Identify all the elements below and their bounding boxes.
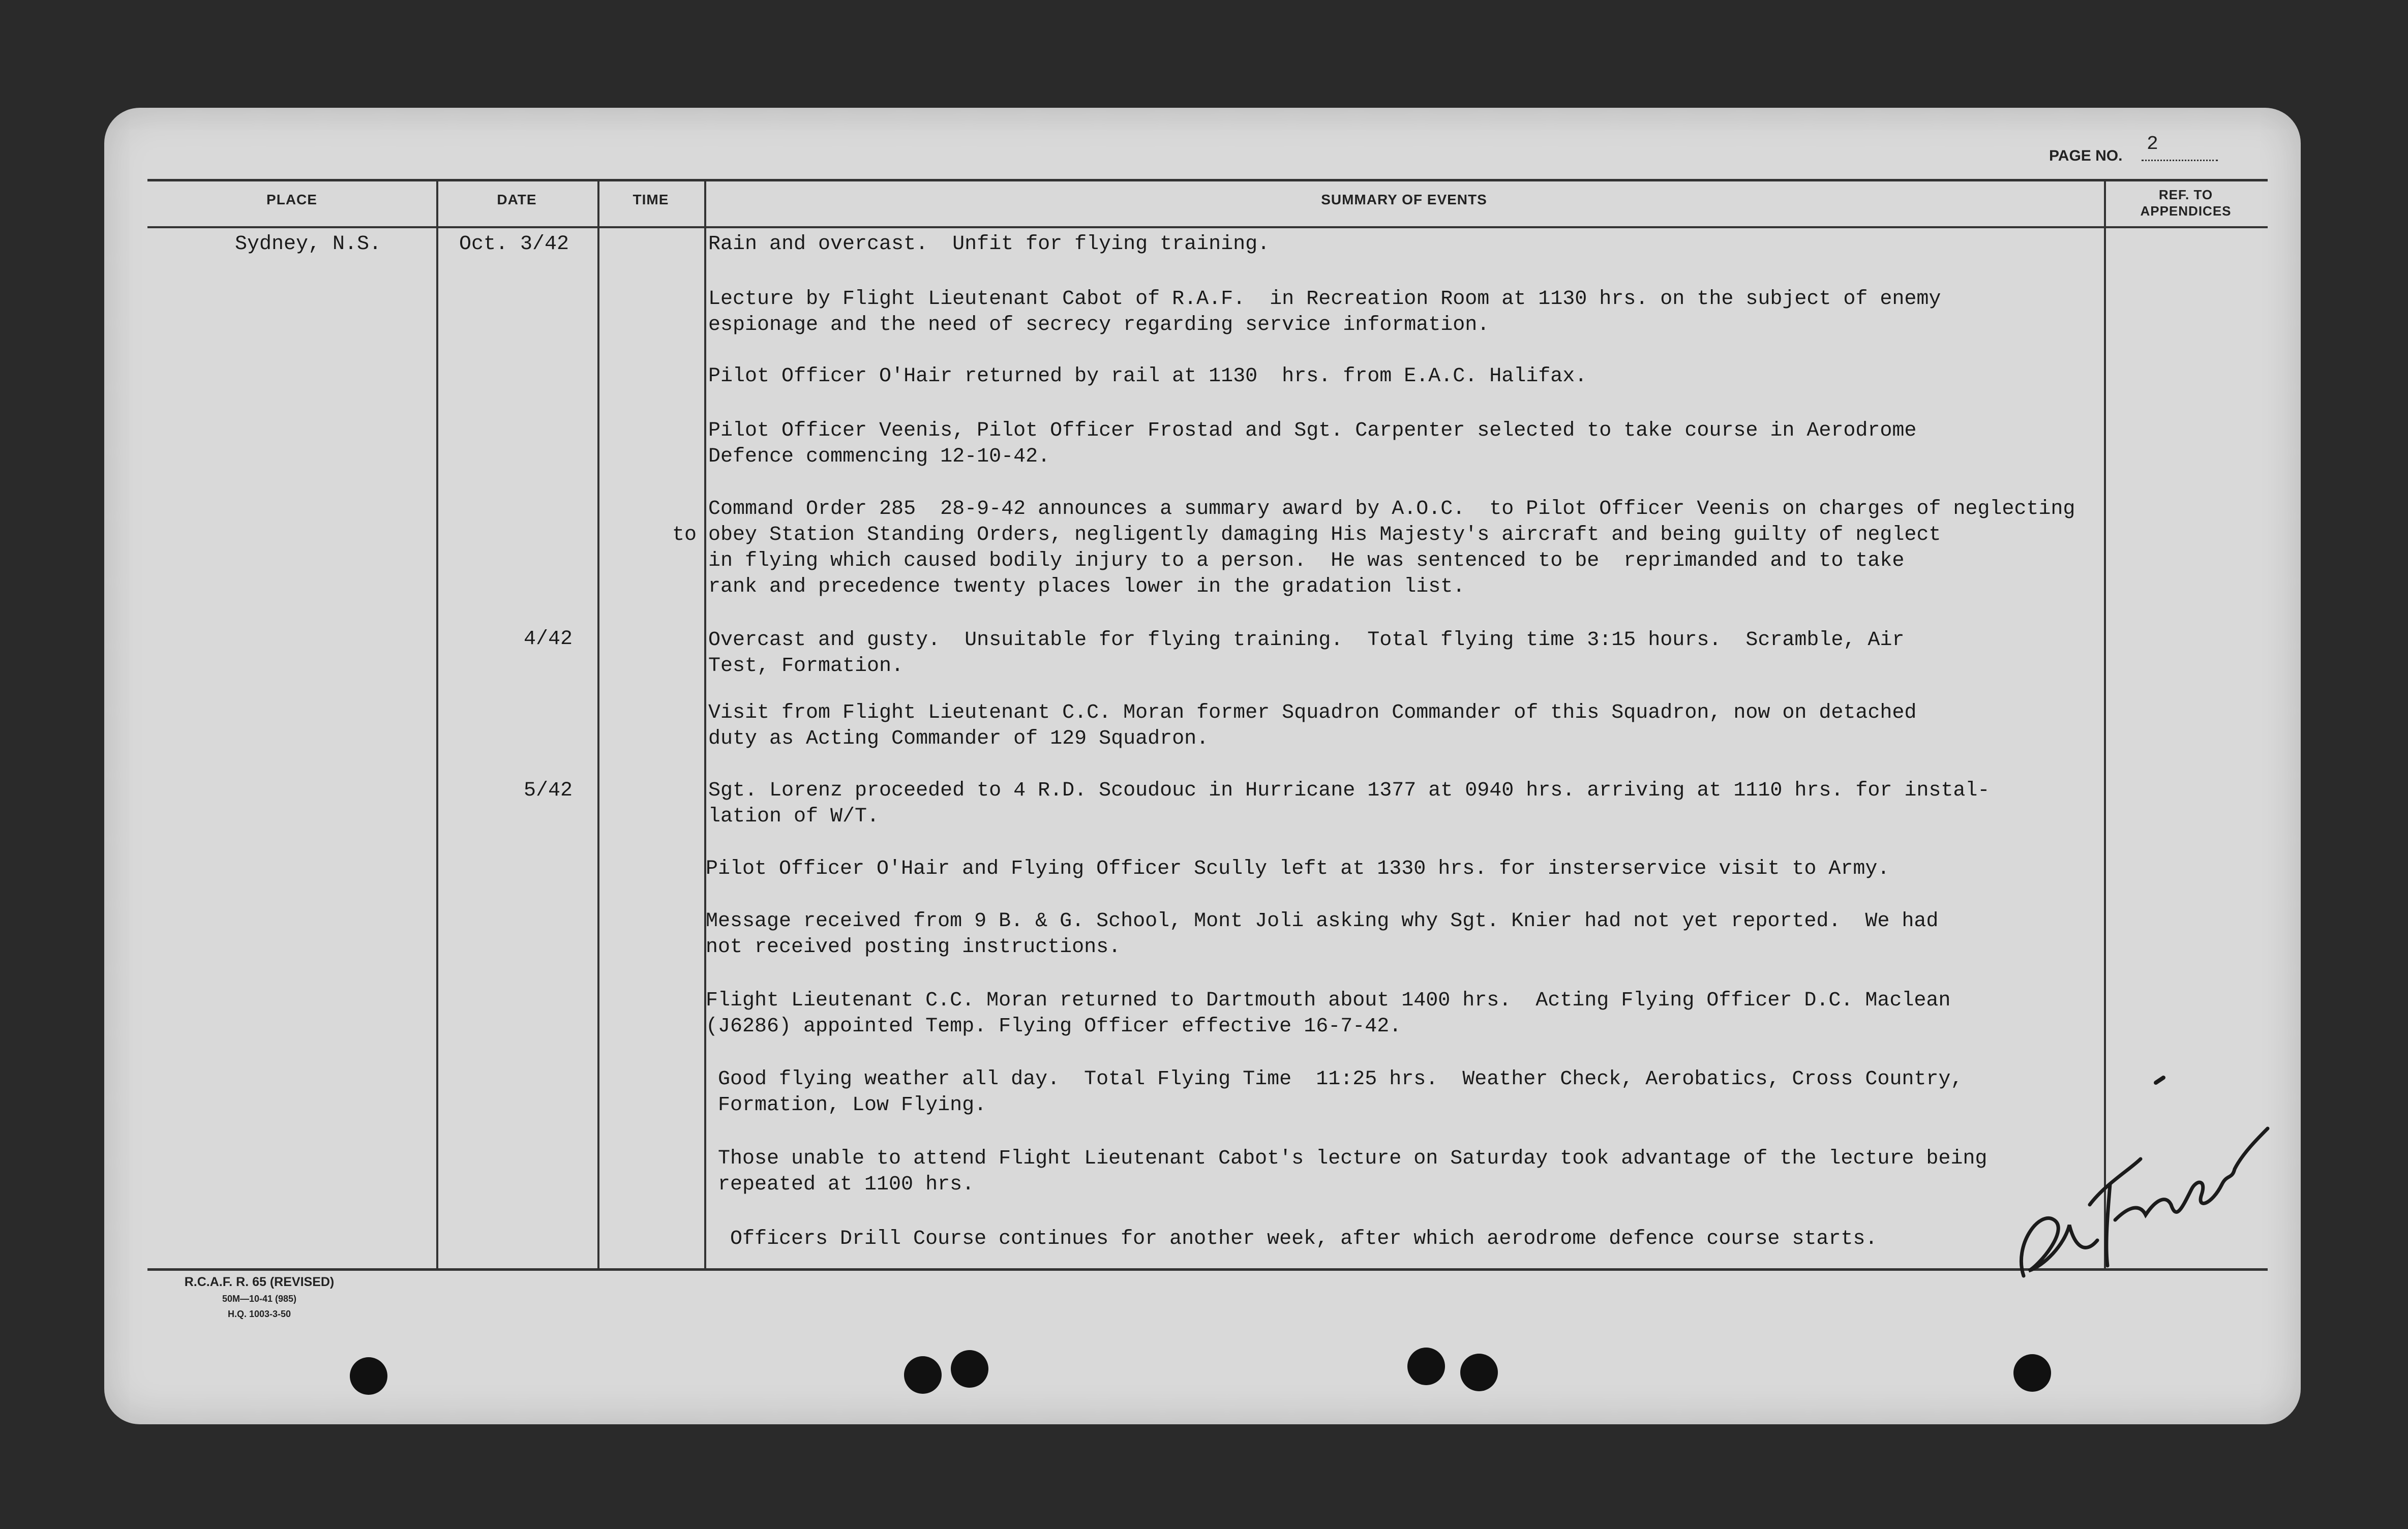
entry-7: Visit from Flight Lieutenant C.C. Moran former Squadron Commander of this Squadron, now on detached duty as Acting Commander of 129 Squadron. (708, 701, 1917, 750)
binder-hole (350, 1357, 387, 1395)
entry-1: Rain and overcast. Unfit for flying training. (708, 233, 1270, 256)
entry-2: Lecture by Flight Lieutenant Cabot of R.A.F. in Recreation Room at 1130 hrs. on the subject of enemy espionage and the need of secrecy regarding service information. (708, 288, 1941, 337)
entry-8: Sgt. Lorenz proceeded to 4 R.D. Scoudouc in Hurricane 1377 at 0940 hrs. arriving at 1110 hrs. for instal- lation of W/T. (708, 779, 1990, 828)
binder-hole (1407, 1348, 1445, 1385)
place-value: Sydney, N.S. (235, 233, 382, 256)
header-summary: SUMMARY OF EVENTS (1321, 192, 1487, 207)
page-number: 2 (2147, 133, 2158, 155)
binder-hole (904, 1356, 942, 1394)
column-divider-time (704, 179, 706, 1269)
top-rule (147, 179, 2268, 181)
entry-9: Pilot Officer O'Hair and Flying Officer Scully left at 1330 hrs. for insterservice visit to Army. (706, 858, 1890, 880)
entry-13: Those unable to attend Flight Lieutenant Cabot's lecture on Saturday took advantage of the lecture being repeated at 1100 hrs. (718, 1147, 1988, 1196)
bottom-rule (147, 1268, 2268, 1271)
column-divider-date (597, 179, 599, 1269)
date-oct-3: Oct. 3/42 (459, 233, 569, 256)
date-5: 5/42 (524, 779, 573, 802)
handwritten-signature (2008, 1052, 2273, 1286)
date-4: 4/42 (524, 628, 573, 651)
binder-hole (2013, 1354, 2051, 1392)
entry-6: Overcast and gusty. Unsuitable for flying training. Total flying time 3:15 hours. Scramble, Air Test, Formation. (708, 629, 1905, 678)
header-date: DATE (497, 192, 537, 207)
header-ref-appendices: REF. TO APPENDICES (2140, 187, 2232, 219)
header-time: TIME (633, 192, 669, 207)
entry-12: Good flying weather all day. Total Flying Time 11:25 hrs. Weather Check, Aerobatics, Cross Country, Formation, Low Flying. (718, 1068, 1963, 1117)
form-code: R.C.A.F. R. 65 (REVISED) (184, 1275, 335, 1289)
header-rule (147, 226, 2268, 228)
column-divider-place (436, 179, 438, 1269)
entry-5: Command Order 285 28-9-42 announces a summary award by A.O.C. to Pilot Officer Veenis on charges of neglecting obey Station Standing Orders, negligently damaging His Majesty's aircraft and being guilty of neglect in flying which caused bodily injury to a person. He was sentenced to be reprimanded and to take rank and precedence twenty places lower in the gradation list. (708, 498, 2075, 598)
header-place: PLACE (266, 192, 317, 207)
entry-14: Officers Drill Course continues for another week, after which aerodrome defence course starts. (730, 1228, 1878, 1250)
time-note: to (672, 524, 697, 546)
binder-hole (1460, 1354, 1498, 1391)
entry-3: Pilot Officer O'Hair returned by rail at 1130 hrs. from E.A.C. Halifax. (708, 365, 1587, 388)
page-number-label: PAGE NO. (2049, 147, 2123, 164)
entry-10: Message received from 9 B. & G. School, Mont Joli asking why Sgt. Knier had not yet reported. We had not received posting instructions. (706, 910, 1939, 959)
print-code: 50M—10-41 (985) (222, 1294, 297, 1304)
binder-hole (951, 1350, 988, 1388)
page-number-underline (2142, 160, 2218, 161)
hq-code: H.Q. 1003-3-50 (227, 1309, 291, 1319)
entry-4: Pilot Officer Veenis, Pilot Officer Frostad and Sgt. Carpenter selected to take course in Aerodrome Defence commencing 12-10-42. (708, 419, 1917, 468)
entry-11: Flight Lieutenant C.C. Moran returned to Dartmouth about 1400 hrs. Acting Flying Officer D.C. Maclean (J6286) appointed Temp. Flying Officer effective 16-7-42. (706, 989, 1951, 1038)
